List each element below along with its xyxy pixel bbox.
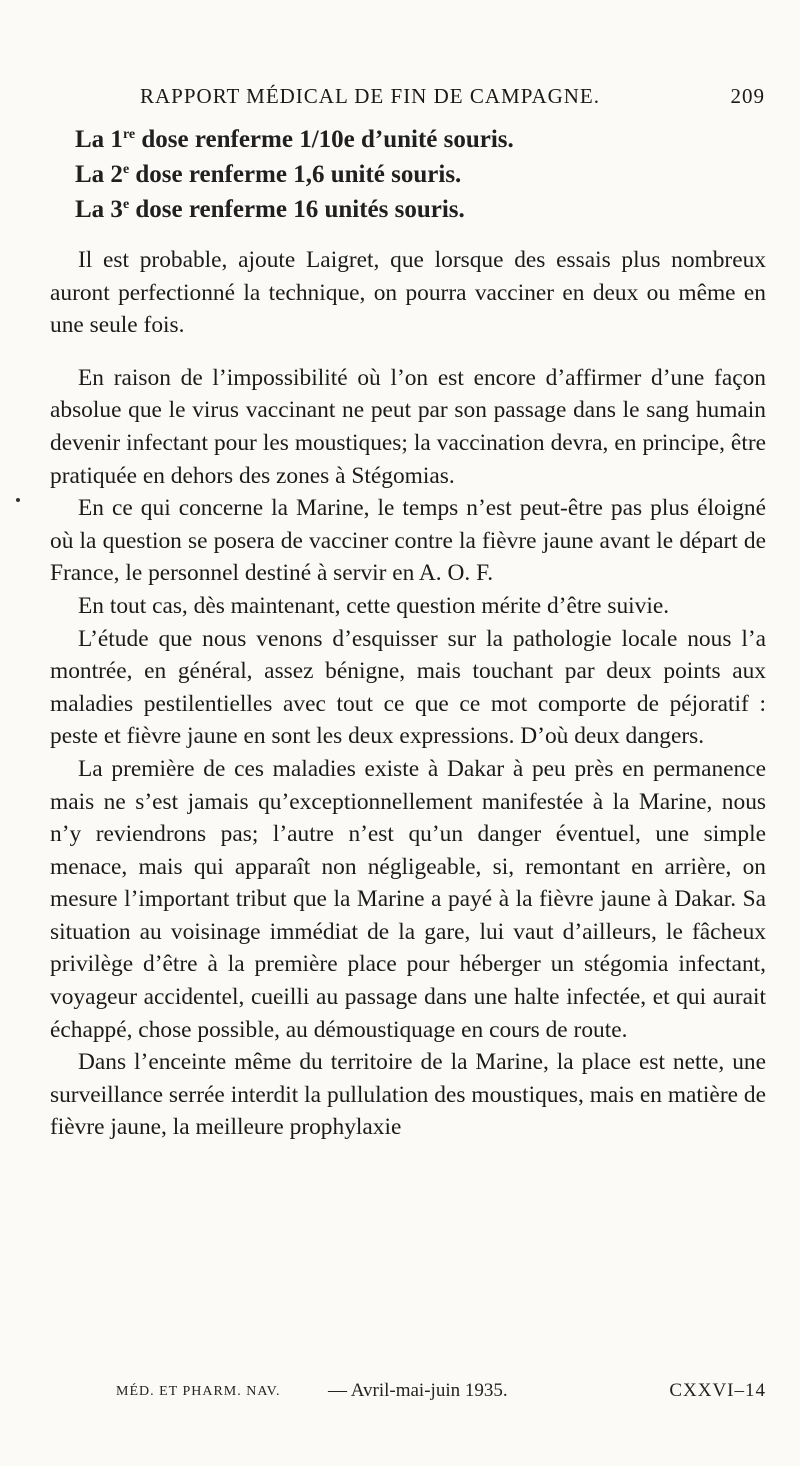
issue-date: — Avril-mai-juin 1935. (328, 1380, 508, 1401)
page-footer (116, 1380, 766, 1414)
dose-line: La 1re dose renferme 1/10e d’unité souris. (75, 126, 514, 153)
paragraph: La première de ces maladies existe à Dakar à peu près en permanence mais ne s’est jamais qu’exceptionnellement manifestée à la Marine, nous n’y reviendrons pas; l’autre n’est qu’un danger éventuel, une simple menace, mais qui apparaît non négligeable, si, remontant en arrière, on mesure l’important tribut que la Marine a payé à la fièvre jaune à Dakar. Sa situation au voisinage immédiat de la gare, lui vaut d’ailleurs, le fâcheux privilège d’être à la première place pour héberger un stégomia infectant, voyageur accidentel, cueilli au passage dans une halte infectée, et qui aurait échappé, chose possible, au démoustiquage en cours de route. (50, 755, 766, 1043)
paragraph: En tout cas, dès maintenant, cette question mérite d’être suivie. (78, 592, 670, 619)
paragraph: En raison de l’impossibilité où l’on est encore d’affirmer d’une façon absolue que le virus vaccinant ne peut par son passage dans le sang humain devenir infectant pour les moustiques; la vaccination devra, en principe, être pratiquée en dehors des zones à Stégomias. (50, 364, 766, 489)
running-header (140, 84, 765, 114)
volume-signature: CXXVI–14 (669, 1380, 766, 1401)
paragraph: Il est probable, ajoute Laigret, que lorsque des essais plus nombreux auront perfectionné la technique, on pourra vacciner en deux ou même en une seule fois. (50, 247, 766, 339)
dose-line: La 3e dose renferme 16 unités souris. (75, 196, 465, 223)
page-number: 209 (730, 84, 765, 108)
paragraph: Dans l’enceinte même du territoire de la Marine, la place est nette, une surveillance serrée interdit la pullulation des moustiques, mais en matière de fièvre jaune, la meilleure prophylaxie (50, 1049, 766, 1141)
journal-name: MÉD. ET PHARM. NAV. (116, 1384, 281, 1399)
running-title: RAPPORT MÉDICAL DE FIN DE CAMPAGNE. (140, 84, 601, 108)
page-body (50, 122, 766, 1144)
paragraph: En ce qui concerne la Marine, le temps n’est peut-être pas plus éloigné où la question se posera de vacciner contre la fièvre jaune avant le départ de France, le personnel destiné à servir en A. O. F. (50, 495, 766, 587)
margin-mark (16, 498, 20, 502)
dose-line: La 2e dose renferme 1,6 unité souris. (75, 161, 462, 188)
paragraph: L’étude que nous venons d’esquisser sur la pathologie locale nous l’a montrée, en général, assez bénigne, mais touchant par deux points aux maladies pestilentielles avec tout ce que ce mot comporte de péjoratif : peste et fièvre jaune en sont les deux expressions. D’où deux dangers. (50, 625, 766, 750)
